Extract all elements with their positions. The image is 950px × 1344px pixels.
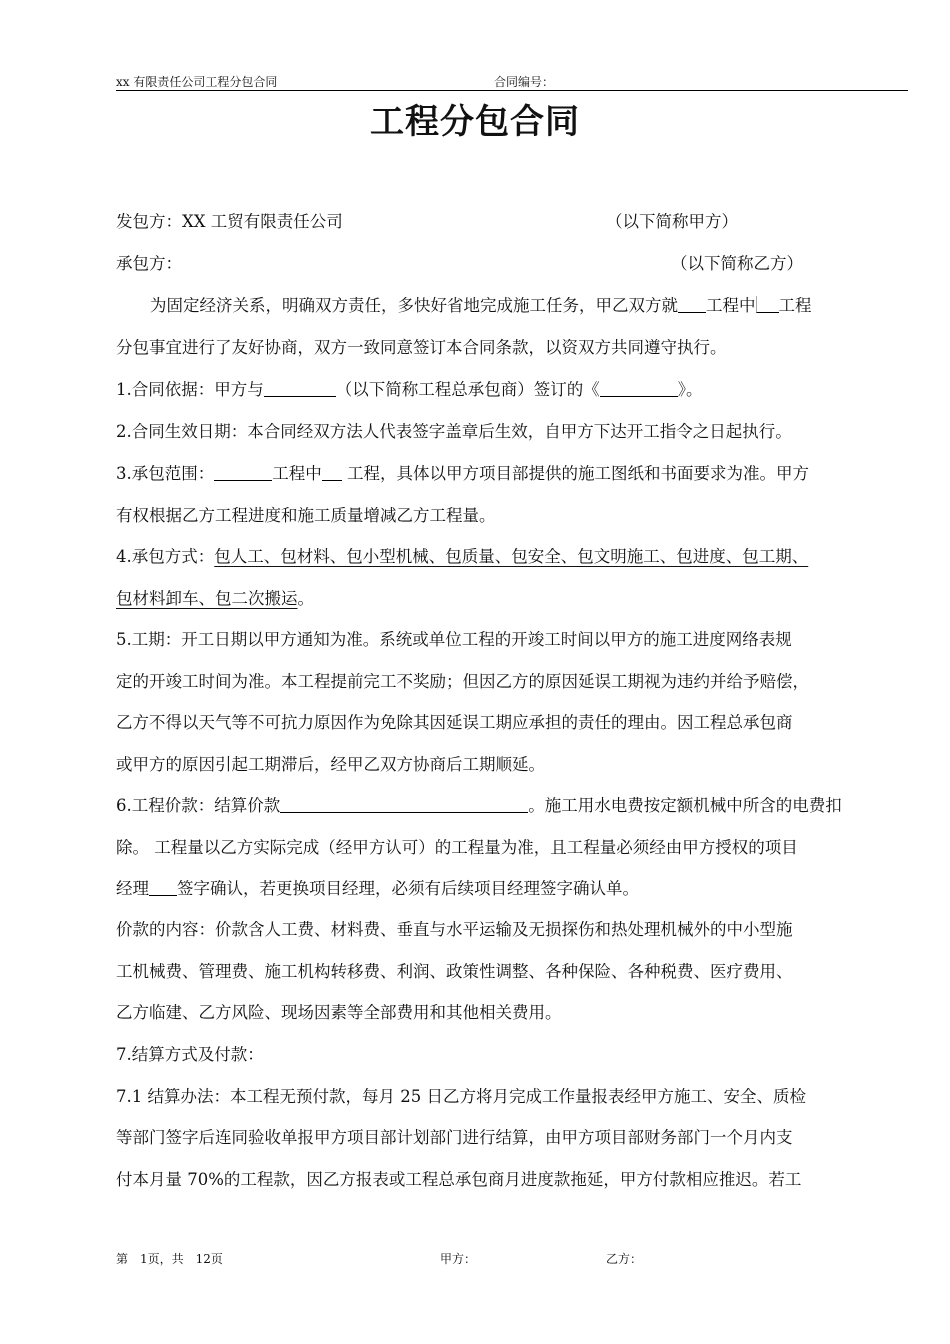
clause-4-line-2 <box>116 585 916 609</box>
party-a: 发包方：XX 工贸有限责任公司 <box>116 212 343 231</box>
clause-text: 。施工用水电费按定额机械中所含的电费扣 <box>528 796 842 815</box>
clause-7: 7.结算方式及付款： <box>116 1045 264 1064</box>
header-contract-no: 合同编号： <box>494 75 555 89</box>
footer-party-a: 甲方： <box>440 1252 477 1266</box>
blank-field <box>280 796 528 813</box>
clause-7-1-line-2: 等部门签字后连同验收单报甲方项目部计划部门进行结算，由甲方项目部财务部门一个月内支 <box>116 1128 793 1147</box>
clause-text: 工程，具体以甲方项目部提供的施工图纸和书面要求为准。甲方 <box>341 464 809 483</box>
blank-field <box>322 464 342 481</box>
party-b-line <box>116 250 916 274</box>
intro-text: 为固定经济关系，明确双方责任，多快好省地完成施工任务，甲乙双方就 <box>150 296 678 315</box>
clause-6-line-2: 除。 工程量以乙方实际完成（经甲方认可）的工程量为准，且工程量必须经由甲方授权的项目 <box>116 838 798 857</box>
intro-text: 工程中 <box>706 296 756 315</box>
clause-2: 2.合同生效日期：本合同经双方法人代表签字盖章后生效，自甲方下达开工指令之日起执行。 <box>116 422 792 441</box>
contract-mode-underlined: 包材料卸车、包二次搬运 <box>116 589 298 608</box>
price-line-1: 价款的内容：价款含人工费、材料费、垂直与水平运输及无损探伤和热处理机械外的中小型施 <box>116 920 793 939</box>
clause-3 <box>116 460 916 484</box>
header-doc-name: xx 有限责任公司工程分包合同 <box>116 75 278 89</box>
party-b: 承包方： <box>116 254 182 273</box>
clause-6 <box>116 792 916 816</box>
intro-text: 工程 <box>778 296 812 315</box>
contract-mode-underlined: 包人工、包材料、包小型机械、包质量、包安全、包文明施工、包进度、包工期、 <box>214 547 809 566</box>
clause-text: 4.承包方式： <box>116 547 215 566</box>
clause-1 <box>116 376 916 400</box>
clause-text: （以下简称工程总承包商）签订的《 <box>335 380 600 399</box>
clause-7-1-line-1: 7.1 结算办法：本工程无预付款，每月 25 日乙方将月完成工作量报表经甲方施工、安全、质检 <box>116 1087 806 1106</box>
party-a-note: （以下简称甲方） <box>606 212 738 231</box>
clause-3-line-2: 有权根据乙方工程进度和施工质量增减乙方工程量。 <box>116 506 496 525</box>
blank-field <box>756 296 779 313</box>
footer-party-b: 乙方： <box>606 1252 643 1266</box>
price-line-2: 工机械费、管理费、施工机构转移费、利润、政策性调整、各种保险、各种税费、医疗费用、 <box>116 962 793 981</box>
intro-line-1 <box>150 292 950 316</box>
clause-text: 》。 <box>677 380 703 399</box>
party-b-note: （以下简称乙方） <box>671 254 803 273</box>
page-header <box>116 72 908 91</box>
clause-text: 经理 <box>116 879 149 898</box>
clause-4 <box>116 543 916 567</box>
clause-text: 1.合同依据：甲方与 <box>116 380 264 399</box>
clause-5-line-1: 5.工期：开工日期以甲方通知为准。系统或单位工程的开竣工时间以甲方的施工进度网络表规 <box>116 630 792 649</box>
clause-7-1-line-3: 付本月量 70%的工程款，因乙方报表或工程总承包商月进度款拖延，甲方付款相应推迟。若工 <box>116 1170 802 1189</box>
clause-5-line-3: 乙方不得以天气等不可抗力原因作为免除其因延误工期应承担的责任的理由。因工程总承包商 <box>116 713 793 732</box>
blank-field <box>600 380 678 397</box>
blank-field <box>149 879 177 896</box>
blank-field <box>264 380 336 397</box>
page-number: 第 1页，共 12页 <box>116 1252 223 1266</box>
blank-field <box>214 464 272 481</box>
clause-text: 签字确认，若更换项目经理，必须有后续项目经理签字确认单。 <box>177 879 639 898</box>
document-title: 工程分包合同 <box>370 102 580 142</box>
price-line-3: 乙方临建、乙方风险、现场因素等全部费用和其他相关费用。 <box>116 1003 562 1022</box>
clause-5-line-4: 或甲方的原因引起工期滞后，经甲乙双方协商后工期顺延。 <box>116 755 545 774</box>
blank-field <box>678 296 706 313</box>
clause-text: 3.承包范围： <box>116 464 215 483</box>
clause-text: 。 <box>297 589 314 608</box>
intro-line-2: 分包事宜进行了友好协商，双方一致同意签订本合同条款，以资双方共同遵守执行。 <box>116 338 727 357</box>
clause-6-line-3 <box>116 875 916 899</box>
clause-text: 工程中 <box>272 464 322 483</box>
clause-text: 6.工程价款：结算价款 <box>116 796 281 815</box>
clause-5-line-2: 定的开竣工时间为准。本工程提前完工不奖励；但因乙方的原因延误工期视为违约并给予赔偿， <box>116 672 809 691</box>
party-a-line <box>116 208 916 232</box>
